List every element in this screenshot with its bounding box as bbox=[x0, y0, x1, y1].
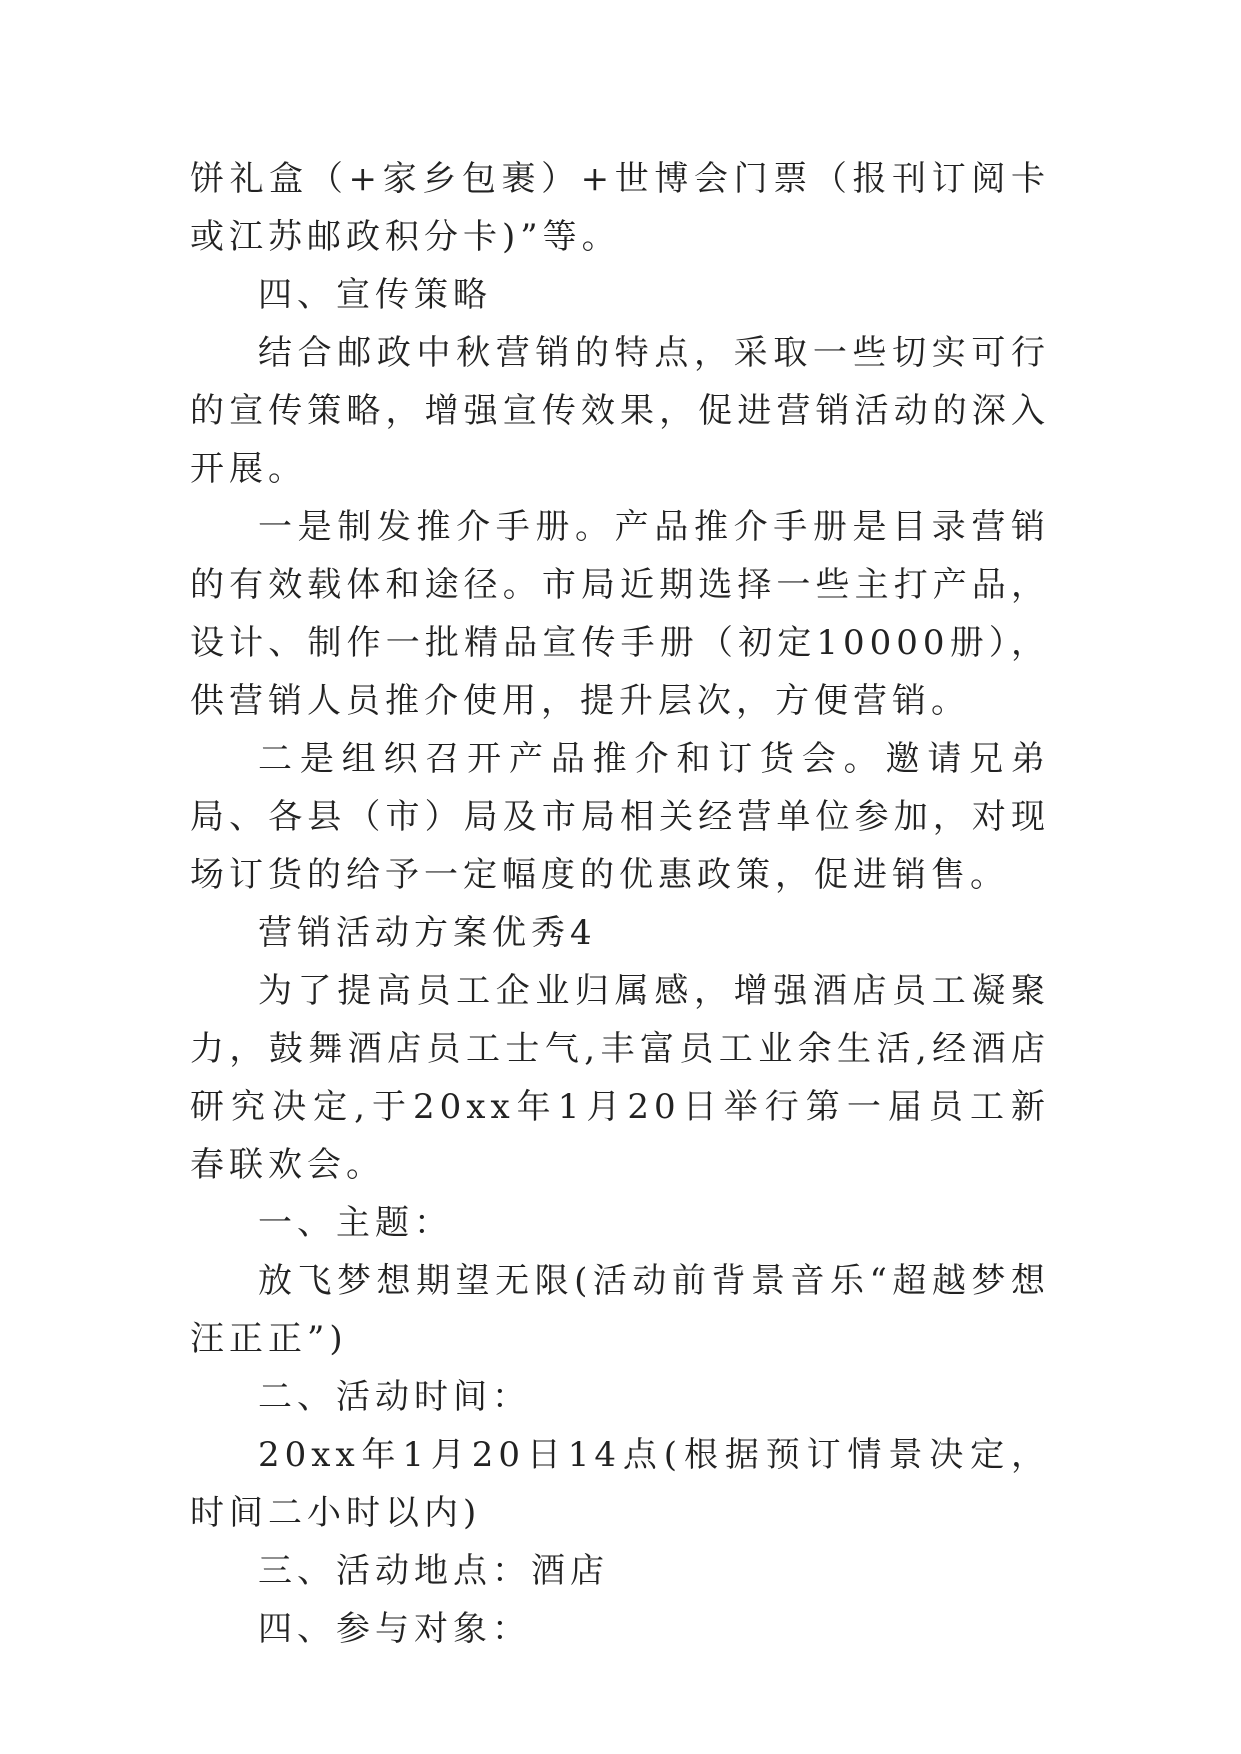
section-heading-location: 三、活动地点：酒店 bbox=[258, 1551, 609, 1591]
section-heading-publicity-strategy: 四、宣传策略 bbox=[258, 275, 492, 315]
paragraph-theme: 放飞梦想期望无限(活动前背景音乐“超越梦想汪正正”) bbox=[190, 1261, 1050, 1359]
paragraph-brochure: 一是制发推介手册。产品推介手册是目录营销的有效载体和途径。市局近期选择一些主打产品，设计、制作一批精品宣传手册（初定10000册），供营销人员推介使用，提升层次，方便营销。 bbox=[190, 507, 1050, 721]
document-body bbox=[190, 150, 1050, 1658]
section-title-plan-4: 营销活动方案优秀4 bbox=[258, 913, 597, 953]
paragraph-continuation: 饼礼盒（+家乡包裹）+世博会门票（报刊订阅卡或江苏邮政积分卡)”等。 bbox=[190, 159, 1050, 257]
paragraph-strategy-intro: 结合邮政中秋营销的特点，采取一些切实可行的宣传策略，增强宣传效果，促进营销活动的深入开展。 bbox=[190, 333, 1050, 489]
section-heading-theme: 一、主题： bbox=[258, 1203, 453, 1243]
paragraph-time: 20xx年1月20日14点(根据预订情景决定，时间二小时以内) bbox=[190, 1435, 1050, 1533]
paragraph-order-meeting: 二是组织召开产品推介和订货会。邀请兄弟局、各县（市）局及市局相关经营单位参加，对现场订货的给予一定幅度的优惠政策，促进销售。 bbox=[190, 739, 1050, 895]
section-heading-time: 二、活动时间： bbox=[258, 1377, 531, 1417]
paragraph-event-intro: 为了提高员工企业归属感，增强酒店员工凝聚力，鼓舞酒店员工士气,丰富员工业余生活,经酒店研究决定,于20xx年1月20日举行第一届员工新春联欢会。 bbox=[190, 971, 1050, 1185]
section-heading-participants: 四、参与对象： bbox=[258, 1609, 531, 1649]
